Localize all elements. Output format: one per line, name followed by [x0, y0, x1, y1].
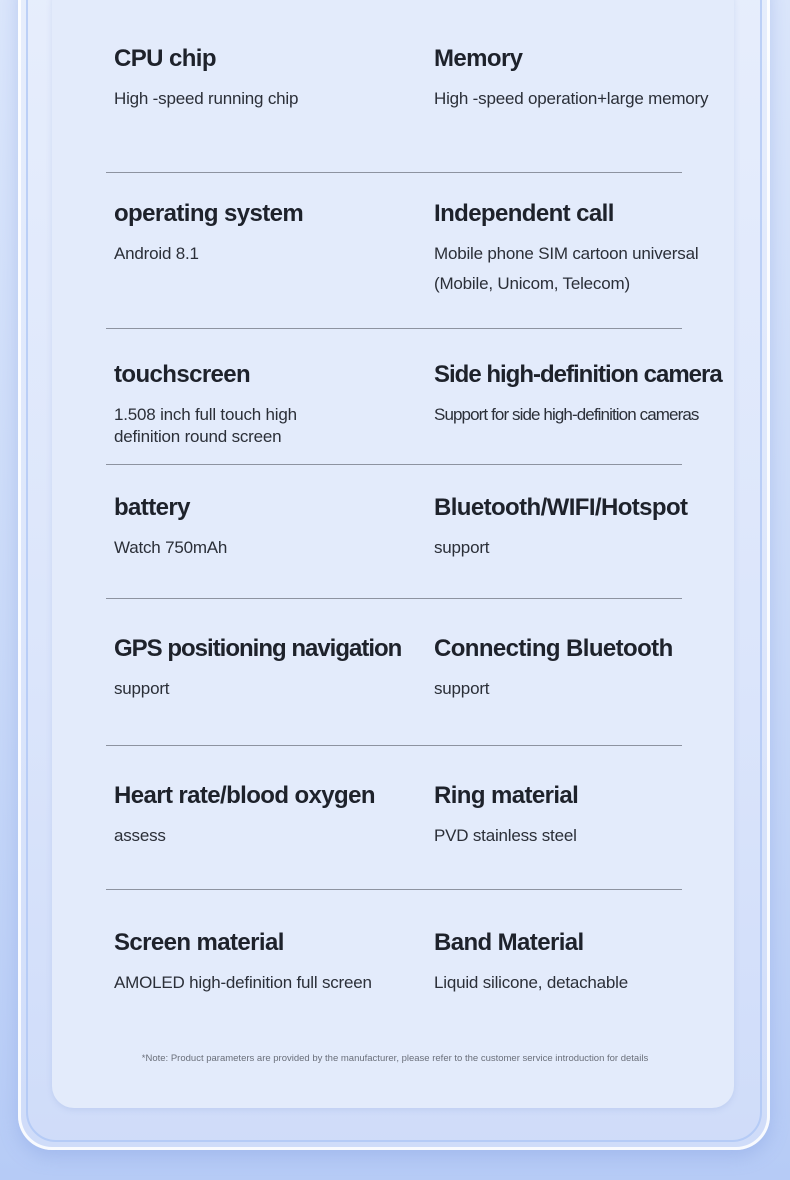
spec-item [114, 493, 414, 559]
spec-item [434, 634, 734, 700]
spec-title: battery [114, 494, 190, 521]
spec-desc: Support for side high-definition cameras [434, 405, 699, 424]
spec-desc: Watch 750mAh [114, 538, 228, 557]
spec-desc: assess [114, 826, 166, 845]
spec-title: Side high-definition camera [434, 361, 722, 388]
spec-desc: High -speed running chip [114, 89, 299, 108]
spec-desc: support [434, 679, 490, 698]
spec-item [434, 44, 734, 110]
spec-desc: support [114, 679, 170, 698]
spec-title: CPU chip [114, 45, 216, 72]
spec-desc: Android 8.1 [114, 244, 199, 263]
spec-item [114, 199, 414, 265]
row-divider [106, 464, 682, 465]
spec-item [114, 634, 414, 700]
spec-desc: Liquid silicone, detachable [434, 973, 629, 992]
spec-item [434, 781, 734, 847]
spec-title: Memory [434, 45, 523, 72]
spec-item [114, 928, 414, 994]
spec-desc: AMOLED high-definition full screen [114, 973, 372, 992]
spec-title: touchscreen [114, 361, 251, 388]
spec-title: Band Material [434, 929, 584, 956]
spec-title: operating system [114, 200, 304, 227]
footnote: *Note: Product parameters are provided by the manufacturer, please refer to the customer service introduction for details [141, 1053, 649, 1064]
spec-desc: High -speed operation+large memory [434, 89, 709, 108]
spec-item [114, 44, 414, 110]
spec-item [114, 781, 414, 847]
row-divider [106, 745, 682, 746]
spec-desc: 1.508 inch full touch high definition round screen [114, 405, 297, 446]
row-divider [106, 889, 682, 890]
spec-desc: PVD stainless steel [434, 826, 577, 845]
spec-item [114, 360, 414, 448]
spec-item [434, 493, 734, 559]
spec-item [434, 928, 734, 994]
row-divider [106, 172, 682, 173]
spec-item [434, 199, 734, 299]
spec-title: Heart rate/blood oxygen [114, 782, 375, 809]
spec-desc: Mobile phone SIM cartoon universal (Mobile, Unicom, Telecom) [434, 244, 699, 293]
spec-title: Bluetooth/WIFI/Hotspot [434, 494, 688, 521]
row-divider [106, 598, 682, 599]
spec-title: GPS positioning navigation [114, 635, 402, 662]
spec-title: Connecting Bluetooth [434, 635, 673, 662]
row-divider [106, 328, 682, 329]
spec-title: Ring material [434, 782, 579, 809]
spec-title: Independent call [434, 200, 614, 227]
spec-title: Screen material [114, 929, 284, 956]
spec-desc: support [434, 538, 490, 557]
spec-item [434, 360, 734, 426]
